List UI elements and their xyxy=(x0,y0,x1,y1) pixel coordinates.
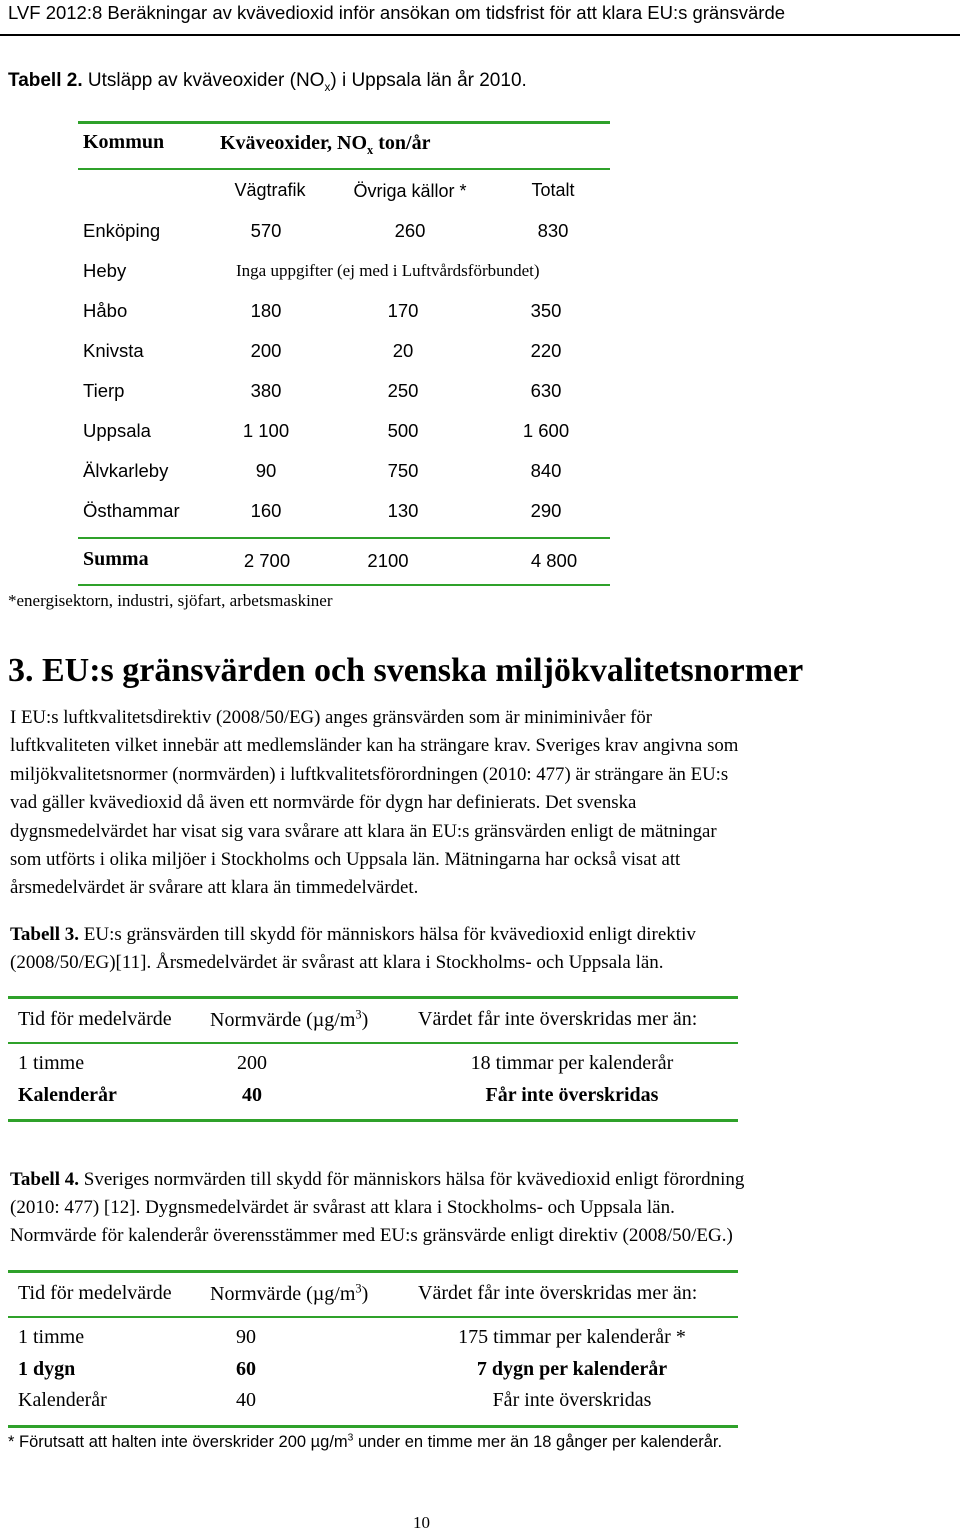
table3-caption-text: EU:s gränsvärden till skydd för människors hälsa för kvävedioxid enligt direktiv xyxy=(83,924,696,945)
table2-sum-label: Summa xyxy=(83,548,149,570)
table4-col-norm xyxy=(210,1283,368,1306)
paragraph-line: miljökvalitetsnormer (normvärden) i luftkvalitetsförordningen (2010: 477) är strängare än EU:s xyxy=(10,763,729,785)
page-number: 10 xyxy=(413,1513,430,1532)
table3-cell-varde: Får inte överskridas xyxy=(485,1084,659,1106)
table2-cell-vag: 1 100 xyxy=(242,420,290,441)
table2-cell-vag: 180 xyxy=(250,300,282,321)
table4-col-varde: Värdet får inte överskridas mer än: xyxy=(418,1282,698,1304)
table2-caption-post: ) i Uppsala län år 2010. xyxy=(330,70,527,91)
table2-cell-ovriga: 260 xyxy=(394,220,426,241)
table2-cell-note: Inga uppgifter (ej med i Luftvårdsförbundet) xyxy=(236,261,540,280)
table3-cell-norm: 200 xyxy=(237,1052,267,1074)
running-header: LVF 2012:8 Beräkningar av kvävedioxid inför ansökan om tidsfrist för att klara EU:s gränsvärde xyxy=(8,2,786,23)
table3-col-norm-pre: Normvärde (µg/m xyxy=(210,1009,356,1031)
table2-cell-kommun: Håbo xyxy=(83,300,128,321)
table2-top-rule xyxy=(78,121,610,124)
table3-caption-line1 xyxy=(10,924,696,946)
table4-cell-varde: 7 dygn per kalenderår xyxy=(476,1358,668,1380)
table3-col-tid: Tid för medelvärde xyxy=(18,1008,172,1030)
table2-cell-ovriga: 750 xyxy=(387,460,419,481)
table2-cell-kommun: Östhammar xyxy=(83,500,180,521)
table2-cell-totalt: 220 xyxy=(530,340,562,361)
table2-cell-totalt: 290 xyxy=(530,500,562,521)
table4-top-rule xyxy=(8,1270,738,1273)
paragraph-line: I EU:s luftkvalitetsdirektiv (2008/50/EG) anges gränsvärden som är miniminivåer för xyxy=(10,707,653,728)
header-divider xyxy=(0,34,960,36)
paragraph-line: dygnsmedelvärdet har visat sig vara svårare att klara än EU:s gränsvärden enligt de mätningar xyxy=(10,820,717,842)
table3-bottom-rule xyxy=(8,1119,738,1122)
paragraph-line: luftkvaliteten vilket innebär att medlemsländer kan ha strängare krav. Sveriges krav angivna som xyxy=(10,735,739,757)
section-heading: 3. EU:s gränsvärden och svenska miljökvalitetsnormer xyxy=(8,652,804,689)
table2-cell-ovriga: 170 xyxy=(387,300,419,321)
table2-col-totalt: Totalt xyxy=(531,180,575,200)
table2-cell-vag: 570 xyxy=(250,220,282,241)
table2-col-ovriga: Övriga källor * xyxy=(353,181,467,201)
table2-col-kommun: Kommun xyxy=(83,131,165,153)
table2-cell-ovriga: 500 xyxy=(387,420,419,441)
table2-cell-kommun: Älvkarleby xyxy=(83,460,169,481)
table2-cell-vag: 160 xyxy=(250,500,282,521)
table2-col-group-sub: x xyxy=(367,143,374,157)
table4-cell-tid: 1 dygn xyxy=(18,1358,76,1380)
table2-bottom-rule xyxy=(78,584,610,586)
table2-cell-ovriga: 20 xyxy=(392,340,414,361)
table2-cell-ovriga: 130 xyxy=(387,500,419,521)
table4-col-norm-pre: Normvärde (µg/m xyxy=(210,1283,356,1305)
table4-cell-norm: 40 xyxy=(236,1389,256,1411)
table2-footnote: *energisektorn, industri, sjöfart, arbetsmaskiner xyxy=(8,591,333,610)
table4-cell-varde: 175 timmar per kalenderår * xyxy=(458,1326,686,1348)
table2-cell-vag: 380 xyxy=(250,380,282,401)
table2-caption xyxy=(8,70,527,92)
table3-cell-varde: 18 timmar per kalenderår xyxy=(470,1052,674,1074)
table4-label: Tabell 4. xyxy=(10,1169,79,1190)
table3-col-varde: Värdet får inte överskridas mer än: xyxy=(418,1008,698,1030)
table3-col-norm-sup: 3 xyxy=(355,1007,362,1022)
table4-cell-tid: Kalenderår xyxy=(18,1389,107,1411)
table4-caption-text: Sveriges normvärden till skydd för människors hälsa för kvävedioxid enligt förordning xyxy=(83,1169,745,1190)
table2-cell-totalt: 1 600 xyxy=(522,420,570,441)
table4-footnote-post: under en timme mer än 18 gånger per kalenderår. xyxy=(353,1433,723,1451)
table2-cell-kommun: Knivsta xyxy=(83,340,144,361)
table4-caption-line2: (2010: 477) [12]. Dygnsmedelvärdet är svårast att klara i Stockholms- och Uppsala län. xyxy=(10,1197,675,1218)
table3-cell-tid: 1 timme xyxy=(18,1052,85,1074)
table2-sum-ovriga: 2100 xyxy=(367,550,409,571)
table2-cell-ovriga: 250 xyxy=(387,380,419,401)
table4-caption-line3: Normvärde för kalenderår överensstämmer med EU:s gränsvärde enligt direktiv (2008/50/EG.) xyxy=(10,1225,733,1246)
table2-caption-pre: Utsläpp av kväveoxider (NO xyxy=(87,70,325,91)
table2-col-vagtrafik: Vägtrafik xyxy=(234,180,306,200)
paragraph-line: årsmedelvärdet är svårare att klara än timmedelvärdet. xyxy=(10,877,419,899)
table3-col-norm-post: ) xyxy=(361,1009,369,1031)
table2-cell-vag: 90 xyxy=(255,460,277,481)
table2-col-group-post: ton/år xyxy=(373,132,431,154)
table4-caption-line1 xyxy=(10,1169,744,1191)
paragraph-line: vad gäller kvävedioxid då även ett normvärde för dygn har definierats. Det svenska xyxy=(10,792,637,814)
table4-mid-rule xyxy=(8,1316,738,1318)
table3-cell-norm: 40 xyxy=(242,1084,262,1106)
table2-cell-kommun: Enköping xyxy=(83,220,161,241)
table2-sum-vag: 2 700 xyxy=(243,550,291,571)
table2-label: Tabell 2. xyxy=(8,70,83,91)
table4-cell-tid: 1 timme xyxy=(18,1326,85,1348)
table4-footnote-sup: 3 xyxy=(347,1432,354,1444)
table2-cell-totalt: 830 xyxy=(537,220,569,241)
table2-sum-rule xyxy=(78,537,610,539)
table4-footnote-pre: * Förutsatt att halten inte överskrider 200 µg/m xyxy=(8,1433,348,1451)
table4-cell-varde: Får inte överskridas xyxy=(492,1389,652,1411)
table3-mid-rule xyxy=(8,1042,738,1044)
table4-cell-norm: 90 xyxy=(236,1326,256,1348)
table2-cell-kommun: Uppsala xyxy=(83,420,151,441)
table3-col-norm xyxy=(210,1009,368,1032)
table3-top-rule xyxy=(8,996,738,999)
table2-col-group-pre: Kväveoxider, NO xyxy=(220,132,368,154)
table4-footnote xyxy=(8,1433,722,1452)
table2-cell-totalt: 840 xyxy=(530,460,562,481)
table2-col-group xyxy=(220,132,430,155)
paragraph-line: som utförts i olika miljöer i Stockholms och Uppsala län. Mätningarna har också visat att xyxy=(10,849,681,871)
table4-bottom-rule xyxy=(8,1425,738,1428)
table2-cell-kommun: Heby xyxy=(83,260,127,281)
table2-cell-kommun: Tierp xyxy=(83,380,125,401)
table2-cell-totalt: 630 xyxy=(530,380,562,401)
table3-label: Tabell 3. xyxy=(10,924,79,945)
table2-cell-totalt: 350 xyxy=(530,300,562,321)
table2-sum-totalt: 4 800 xyxy=(530,550,578,571)
table3-caption-line2: (2008/50/EG)[11]. Årsmedelvärdet är svårast att klara i Stockholms- och Uppsala län. xyxy=(10,952,664,973)
section-paragraph xyxy=(10,704,890,903)
table4-col-tid: Tid för medelvärde xyxy=(18,1282,172,1304)
table4-col-norm-post: ) xyxy=(361,1283,369,1305)
table4-cell-norm: 60 xyxy=(236,1358,256,1380)
table4-col-norm-sup: 3 xyxy=(355,1281,362,1296)
table3-cell-tid: Kalenderår xyxy=(18,1084,117,1106)
table2-mid-rule xyxy=(78,168,610,170)
table2-cell-vag: 200 xyxy=(250,340,282,361)
table2-caption-sub: x xyxy=(324,80,331,94)
